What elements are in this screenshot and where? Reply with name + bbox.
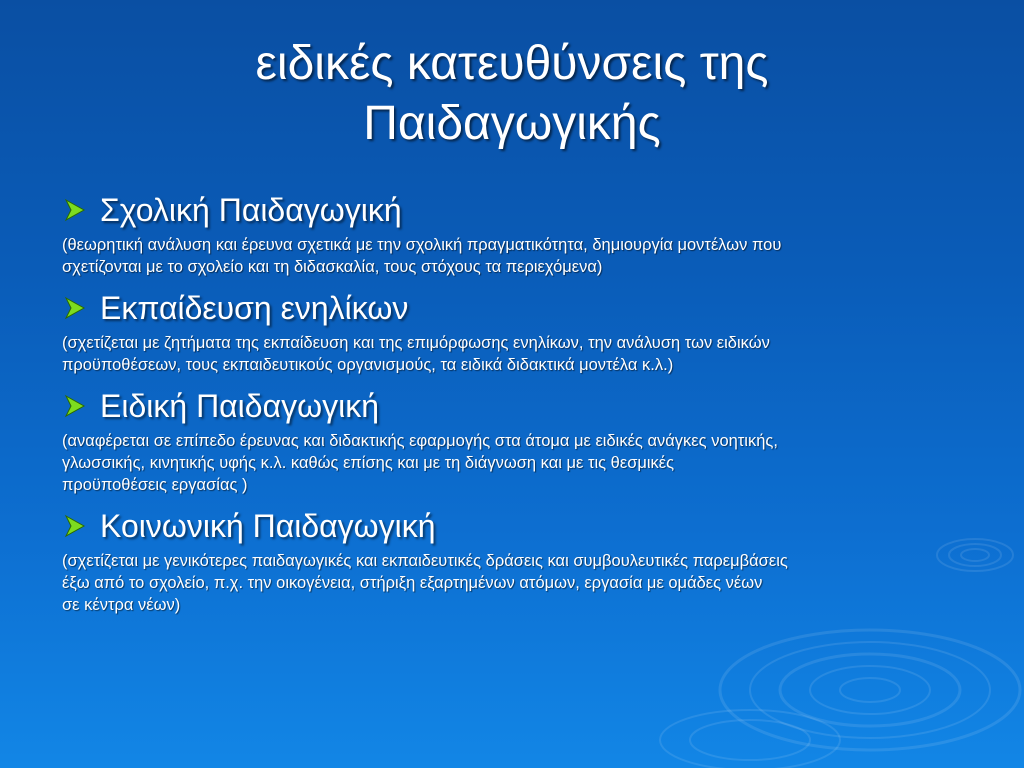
list-item — [62, 288, 962, 376]
arrow-bullet-icon — [62, 391, 88, 421]
item-description — [62, 234, 962, 278]
arrow-bullet-icon — [62, 511, 88, 541]
item-heading: Ειδική Παιδαγωγική — [100, 388, 379, 424]
description-line: (σχετίζεται με γενικότερες παιδαγωγικές και εκπαιδευτικές δράσεις και συμβουλευτικές παρεμβάσεις — [62, 552, 788, 570]
list-item — [62, 506, 962, 616]
item-description — [62, 430, 962, 496]
slide-title-line-1: ειδικές κατευθύνσεις της — [255, 37, 769, 90]
arrow-bullet-icon — [62, 195, 88, 225]
list-item — [62, 386, 962, 496]
description-line: προϋποθέσεις εργασίας ) — [62, 476, 248, 494]
bullet-row — [62, 288, 962, 328]
description-line: σχετίζονται με το σχολείο και τη διδασκαλία, τους στόχους τα περιεχόμενα) — [62, 258, 603, 276]
item-description — [62, 550, 962, 616]
description-line: γλωσσικής, κινητικής υφής κ.λ. καθώς επίσης και με τη διάγνωση και με τις θεσμικές — [62, 454, 675, 472]
item-heading: Κοινωνική Παιδαγωγική — [100, 508, 436, 544]
arrow-bullet-icon — [62, 293, 88, 323]
description-line: (θεωρητική ανάλυση και έρευνα σχετικά με την σχολική πραγματικότητα, δημιουργία μοντέλων που — [62, 236, 782, 254]
description-line: (αναφέρεται σε επίπεδο έρευνας και διδακτικής εφαρμογής στα άτομα με ειδικές ανάγκες νοητικής, — [62, 432, 778, 450]
description-line: σε κέντρα νέων) — [62, 596, 181, 614]
bullet-row — [62, 190, 962, 230]
description-line: προϋποθέσεων, τους εκπαιδευτικούς οργανισμούς, τα ειδικά διδακτικά μοντέλα κ.λ.) — [62, 356, 674, 374]
slide-title-line-2: Παιδαγωγικής — [363, 97, 661, 150]
item-heading: Σχολική Παιδαγωγική — [100, 192, 402, 228]
slide-title — [90, 34, 934, 154]
bullet-row — [62, 386, 962, 426]
description-line: (σχετίζεται με ζητήματα της εκπαίδευση και της επιμόρφωσης ενηλίκων, την ανάλυση των ειδικών — [62, 334, 770, 352]
description-line: έξω από το σχολείο, π.χ. την οικογένεια, στήριξη εξαρτημένων ατόμων, εργασία με ομάδες νέων — [62, 574, 763, 592]
item-description — [62, 332, 962, 376]
bullet-list — [62, 190, 962, 626]
item-heading: Εκπαίδευση ενηλίκων — [100, 290, 409, 326]
list-item — [62, 190, 962, 278]
bullet-row — [62, 506, 962, 546]
